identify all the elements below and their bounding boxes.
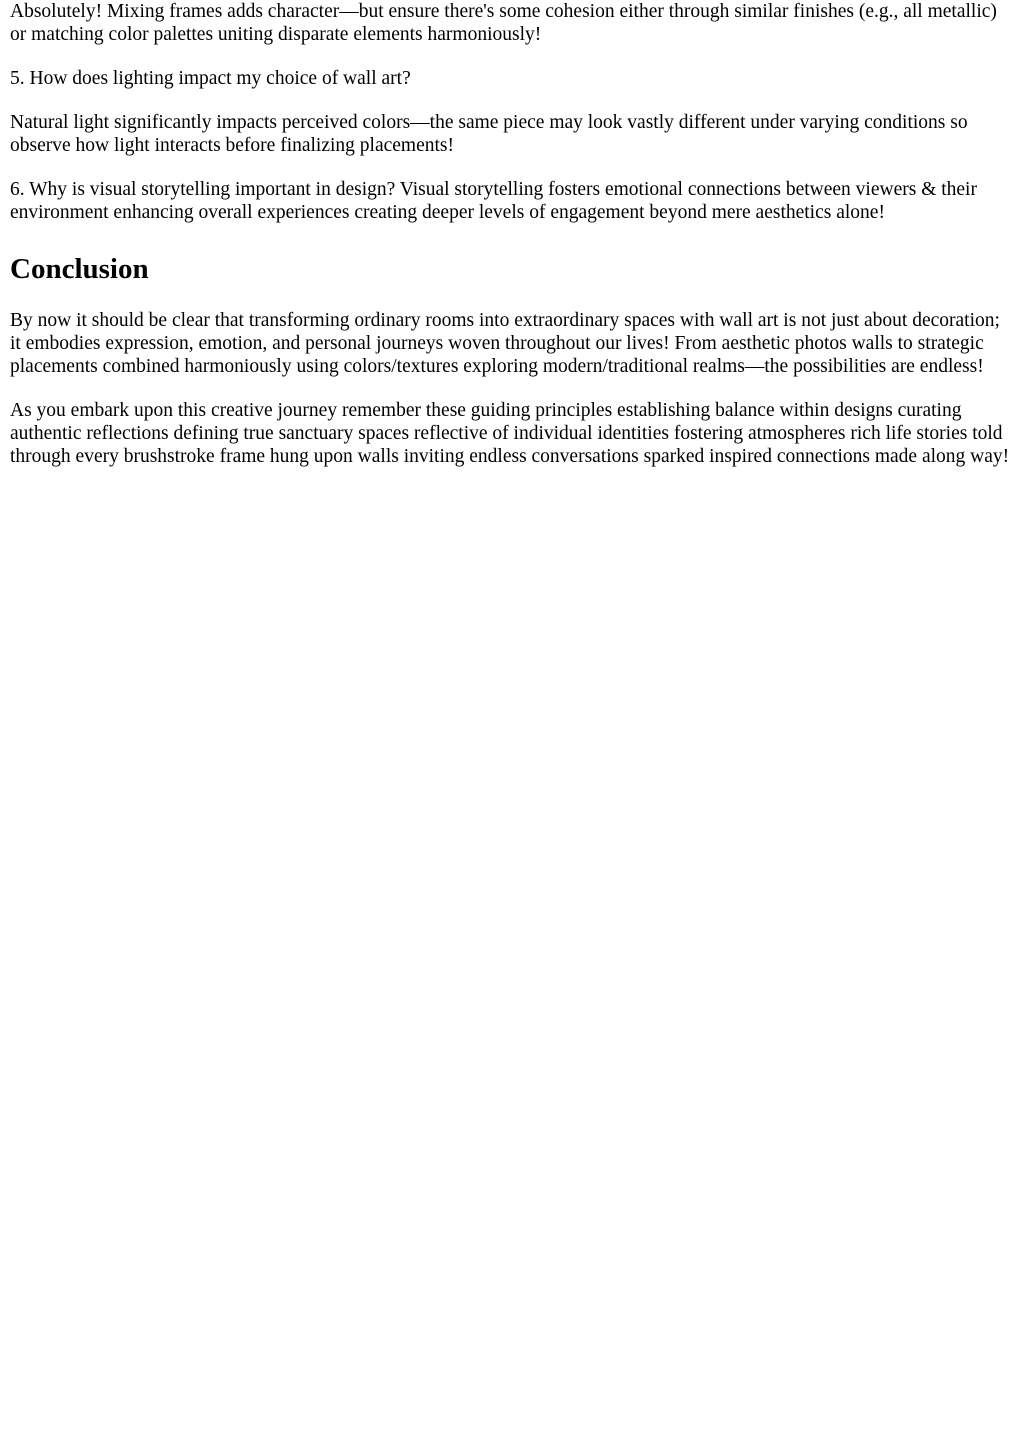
conclusion-heading: Conclusion bbox=[10, 253, 149, 285]
faq-question-5: 5. How does lighting impact my choice of wall art? bbox=[10, 68, 411, 89]
conclusion-paragraph-1: By now it should be clear that transforming ordinary rooms into extraordinary spaces with wall art is not just about decoration; it embodies expression, emotion, and personal journeys woven throughout our lives! From aesthetic photos walls to strategic placements combined harmoniously using colors/textures exploring modern/traditional realms—the possibilities are endless! bbox=[10, 310, 1000, 377]
faq-question-answer-6: 6. Why is visual storytelling important in design? Visual storytelling fosters emotional connections between viewers & their environment enhancing overall experiences creating deeper levels of engagement beyond mere aesthetics alone! bbox=[10, 179, 977, 223]
faq-answer-mixing-frames: Absolutely! Mixing frames adds character—but ensure there's some cohesion either through similar finishes (e.g., all metallic) or matching color palettes uniting disparate elements harmoniously! bbox=[10, 1, 997, 45]
conclusion-paragraph-2: As you embark upon this creative journey remember these guiding principles establishing balance within designs curating authentic reflections defining true sanctuary spaces reflective of individual identities fostering atmospheres rich life stories told through every brushstroke frame hung upon walls inviting endless conversations sparked inspired connections made along way! bbox=[10, 400, 1010, 467]
faq-answer-5: Natural light significantly impacts perceived colors—the same piece may look vastly different under varying conditions so observe how light interacts before finalizing placements! bbox=[10, 112, 968, 156]
